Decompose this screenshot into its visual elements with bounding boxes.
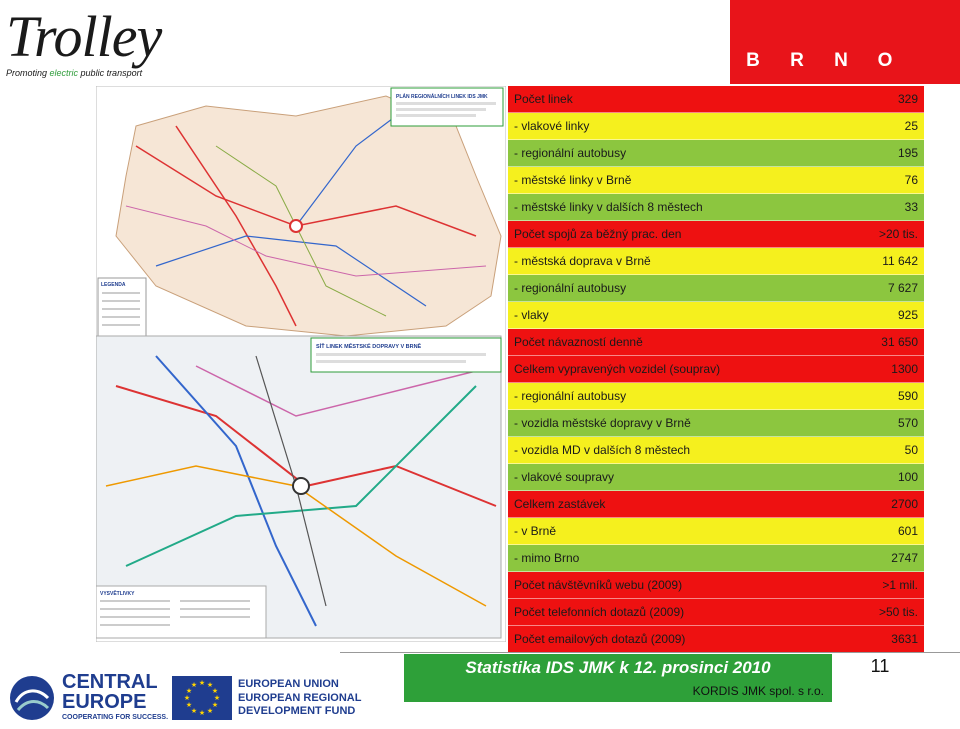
stats-value: 7 627 (887, 281, 918, 295)
map-bottom-title: SÍŤ LINEK MĚSTSKÉ DOPRAVY V BRNĚ (316, 344, 422, 350)
svg-text:★: ★ (190, 707, 198, 715)
svg-text:★: ★ (190, 681, 198, 689)
stats-row (508, 221, 924, 248)
stats-row (508, 194, 924, 221)
map-legend-title: LEGENDA (101, 282, 126, 288)
stats-value: 100 (897, 470, 918, 484)
stats-value: 31 650 (881, 335, 918, 349)
svg-text:★: ★ (211, 701, 219, 709)
stats-row (508, 491, 924, 518)
stats-row (508, 113, 924, 140)
stats-label: - městská doprava v Brně (514, 254, 651, 268)
stats-row (508, 383, 924, 410)
stats-label: - regionální autobusy (514, 281, 627, 295)
stats-label: Počet emailových dotazů (2009) (514, 632, 686, 646)
brno-letter: R (790, 50, 804, 71)
stats-row (508, 86, 924, 113)
stats-row (508, 275, 924, 302)
stats-row (508, 167, 924, 194)
stats-label: - městské linky v Brně (514, 173, 632, 187)
map-explain-title: VYSVĚTLIVKY (100, 591, 135, 597)
stats-label: - vozidla městské dopravy v Brně (514, 416, 691, 430)
map-top-title: PLÁN REGIONÁLNÍCH LINEK IDS JMK (396, 94, 488, 100)
stats-label: Počet telefonních dotazů (2009) (514, 605, 685, 619)
stats-row (508, 329, 924, 356)
stats-value: >20 tis. (878, 227, 918, 241)
eu-logo (172, 672, 362, 724)
trolley-logo (0, 0, 180, 84)
stats-row (508, 626, 924, 653)
stats-value: 925 (897, 308, 918, 322)
stats-label: Celkem vypravených vozidel (souprav) (514, 362, 721, 376)
stats-value: 11 642 (882, 254, 918, 268)
tagline-highlight: electric (49, 68, 79, 78)
svg-text:★: ★ (198, 679, 206, 687)
brno-letters (742, 50, 896, 72)
svg-text:★: ★ (213, 694, 221, 702)
page-number: 11 (870, 656, 890, 676)
logo-wordmark: Trolley (6, 4, 162, 69)
stats-row (508, 518, 924, 545)
svg-text:★: ★ (185, 687, 193, 695)
stats-label: - vlakové soupravy (514, 470, 615, 484)
stats-label: Počet linek (514, 92, 573, 106)
stats-row (508, 302, 924, 329)
stats-value: 33 (904, 200, 918, 214)
ce-line2: EUROPE (62, 691, 147, 713)
stats-label: - vozidla MD v dalších 8 městech (514, 443, 691, 457)
eu-line2: EUROPEAN REGIONAL (238, 692, 362, 704)
svg-text:★: ★ (198, 709, 206, 717)
stats-row (508, 545, 924, 572)
stats-label: - městské linky v dalších 8 městech (514, 200, 703, 214)
stats-label: Počet návštěvníků webu (2009) (514, 578, 683, 592)
eu-line3: DEVELOPMENT FUND (238, 705, 356, 717)
svg-text:★: ★ (206, 707, 214, 715)
tagline-part: public transport (78, 68, 143, 78)
stats-row (508, 599, 924, 626)
central-europe-logo (8, 671, 169, 724)
stats-label: - mimo Brno (514, 551, 580, 565)
stats-value: >50 tis. (878, 605, 918, 619)
footer-divider (340, 652, 960, 653)
central-europe-emblem-icon (8, 674, 56, 722)
eu-line1: EUROPEAN UNION (238, 678, 339, 690)
tagline-part: Promoting (6, 68, 50, 78)
svg-text:★: ★ (211, 687, 219, 695)
transit-map-image (96, 86, 506, 642)
stats-label: - regionální autobusy (514, 146, 627, 160)
brno-letter: N (834, 50, 848, 71)
brno-letter: B (746, 50, 760, 71)
stats-row (508, 410, 924, 437)
footer-subtitle: KORDIS JMK spol. s r.o. (692, 684, 824, 698)
stats-value: 2747 (891, 551, 918, 565)
stats-value: 1300 (891, 362, 918, 376)
svg-text:★: ★ (185, 701, 193, 709)
stats-value: 601 (897, 524, 918, 538)
ce-line1: CENTRAL (62, 671, 158, 693)
ce-tagline: COOPERATING FOR SUCCESS. (62, 714, 169, 721)
stats-row (508, 248, 924, 275)
stats-value: 195 (897, 146, 918, 160)
statistics-table (508, 86, 924, 653)
stats-label: Počet spojů za běžný prac. den (514, 227, 682, 241)
stats-value: 3631 (891, 632, 918, 646)
stats-row (508, 140, 924, 167)
stats-value: 25 (904, 119, 918, 133)
stats-label: - regionální autobusy (514, 389, 627, 403)
stats-value: 50 (904, 443, 918, 457)
brno-banner (730, 0, 960, 84)
stats-value: 76 (904, 173, 918, 187)
stats-value: 329 (897, 92, 918, 106)
stats-label: - v Brně (514, 524, 557, 538)
stats-value: >1 mil. (882, 578, 918, 592)
eu-flag-icon (172, 676, 232, 720)
stats-value: 590 (897, 389, 918, 403)
stats-row (508, 464, 924, 491)
stats-row (508, 572, 924, 599)
brno-letter: O (877, 50, 893, 71)
stats-label: - vlaky (514, 308, 549, 322)
stats-label: - vlakové linky (514, 119, 590, 133)
footer-title: Statistika IDS JMK k 12. prosinci 2010 (465, 658, 771, 677)
stats-label: Celkem zastávek (514, 497, 606, 511)
stats-value: 570 (897, 416, 918, 430)
svg-text:★: ★ (206, 681, 214, 689)
stats-row (508, 356, 924, 383)
stats-value: 2700 (891, 497, 918, 511)
logo-tagline (6, 68, 142, 78)
stats-row (508, 437, 924, 464)
svg-text:★: ★ (183, 694, 191, 702)
stats-label: Počet návazností denně (514, 335, 643, 349)
